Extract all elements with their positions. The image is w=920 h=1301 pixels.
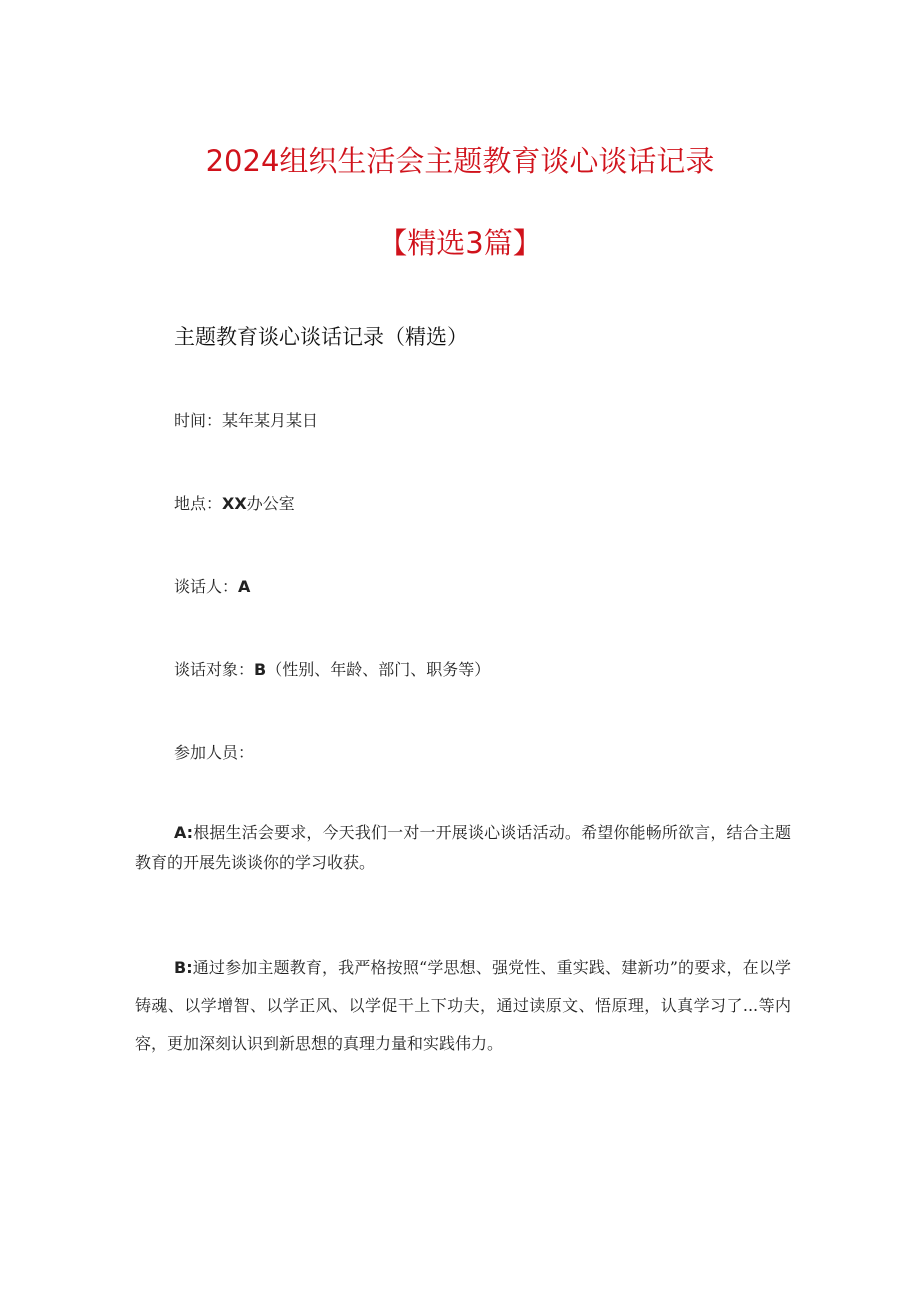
field-attendees	[174, 740, 254, 763]
field-speaker	[174, 574, 250, 597]
field-place-value: 办公室	[246, 494, 295, 513]
field-time	[174, 408, 318, 431]
field-target-label: 谈话对象：	[174, 660, 255, 679]
field-place-label: 地点：	[174, 494, 223, 513]
dialogue-speaker-a: A:	[174, 823, 194, 842]
field-attendees-label: 参加人员：	[174, 743, 255, 762]
dialogue-speaker-b: B:	[174, 958, 193, 977]
field-time-label: 时间：	[174, 411, 223, 430]
field-time-value: 某年某月某日	[222, 411, 319, 430]
field-place	[174, 491, 295, 514]
dialogue-paragraph-b	[135, 949, 791, 1063]
field-target	[174, 657, 490, 680]
field-speaker-value: A	[238, 577, 251, 596]
dialogue-paragraph-a	[135, 818, 791, 878]
section-heading: 主题教育谈心谈话记录（精选）	[174, 325, 468, 349]
field-target-value: （性别、年龄、部门、职务等）	[266, 660, 491, 679]
document-title: 2024组织生活会主题教育谈心谈话记录	[205, 144, 715, 178]
field-target-code: B	[254, 660, 267, 679]
document-title-suffix: 【精选3篇】	[378, 226, 542, 260]
dialogue-text-a: 根据生活会要求，今天我们一对一开展谈心谈话活动。希望你能畅所欲言，结合主题教育的开展先谈谈你的学习收获。	[135, 823, 791, 872]
field-place-code: XX	[222, 494, 247, 513]
dialogue-text-b: 通过参加主题教育，我严格按照“学思想、强党性、重实践、建新功”的要求，在以学铸魂、以学增智、以学正风、以学促干上下功夫，通过读原文、悟原理，认真学习了...等内容，更加深刻认识到新思想的真理力量和实践伟力。	[135, 958, 791, 1053]
field-speaker-label: 谈话人：	[174, 577, 239, 596]
